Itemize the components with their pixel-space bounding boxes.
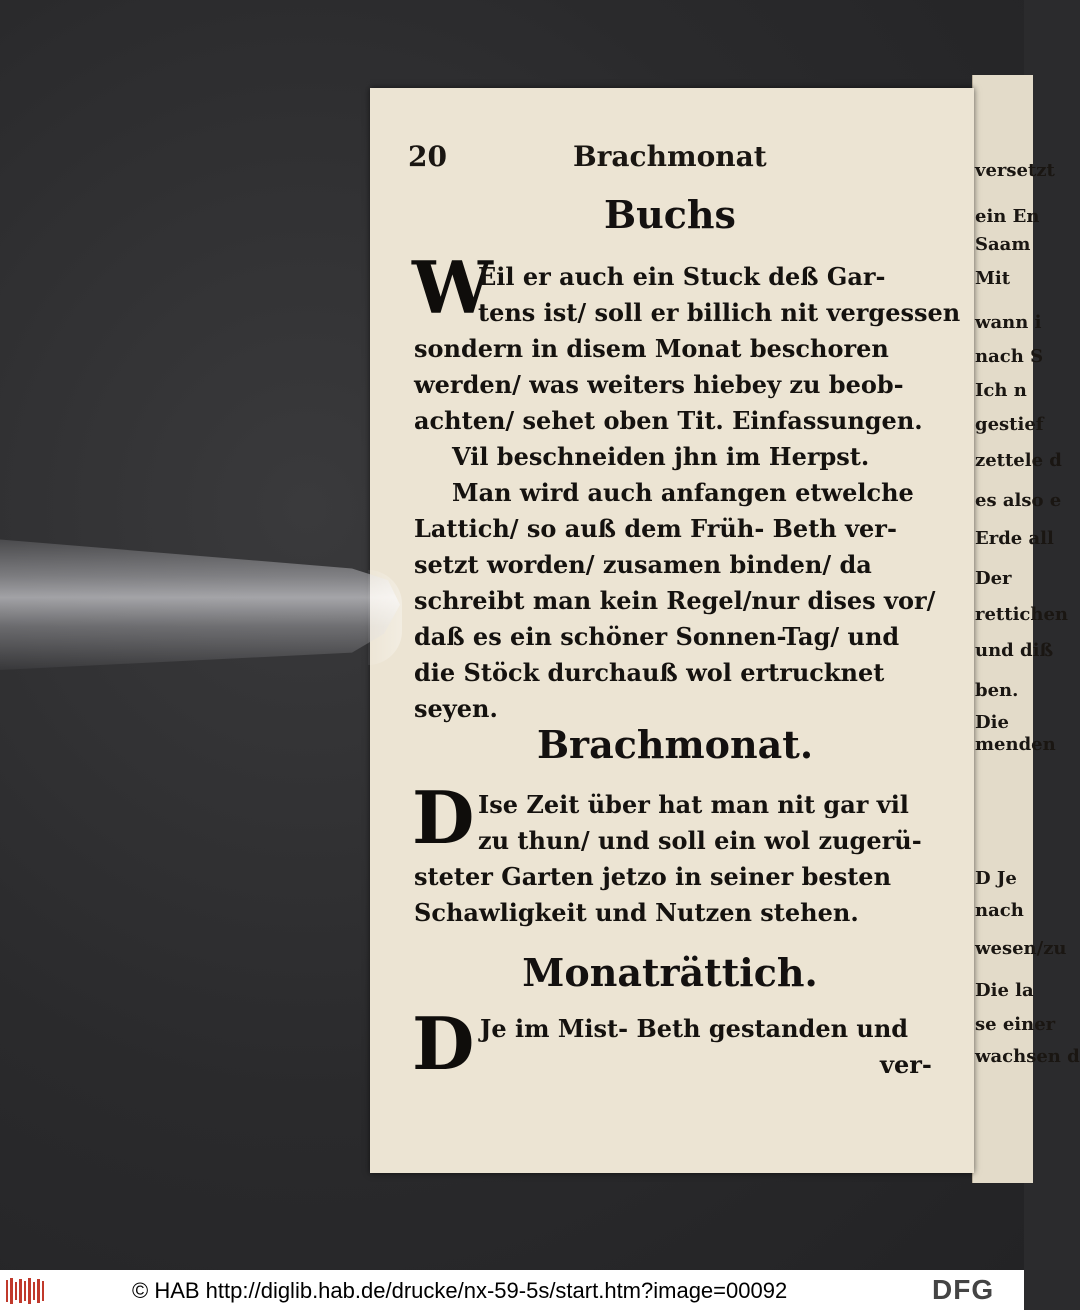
facing-page-fragment: es also e xyxy=(975,490,1062,511)
text-line: schreibt man kein Regel/nur dises vor/ xyxy=(414,586,936,615)
facing-page-fragment: Die la xyxy=(975,980,1034,1001)
text-line: sondern in disem Monat beschoren xyxy=(414,334,889,363)
barcode-logo-icon xyxy=(6,1276,46,1310)
text-line: setzt worden/ zusamen binden/ da xyxy=(414,550,872,579)
facing-page-fragment: Saam xyxy=(975,234,1031,255)
facing-page-fragment: Der xyxy=(975,568,1012,589)
dropcap-letter: D xyxy=(412,775,475,860)
text-line: zu thun/ und soll ein wol zugerü- xyxy=(478,826,922,855)
facing-page-fragment: versetzt xyxy=(975,160,1055,181)
text-line: Schawligkeit und Nutzen stehen. xyxy=(414,898,859,927)
text-line: Vil beschneiden jhn im Herpst. xyxy=(452,442,870,471)
facing-page-fragment: nach S xyxy=(975,346,1044,367)
facing-page-fragment: zettele d xyxy=(975,450,1062,471)
facing-page-fragment: Erde all xyxy=(975,528,1054,549)
facing-page-fragment: Die xyxy=(975,712,1009,733)
text-line: tens ist/ soll er billich nit vergessen xyxy=(478,298,961,327)
facing-page-fragment: Ich n xyxy=(975,380,1027,401)
facing-page-fragment: ben. xyxy=(975,680,1019,701)
text-line: Ise Zeit über hat man nit gar vil xyxy=(478,790,909,819)
text-line: daß es ein schöner Sonnen-Tag/ und xyxy=(414,622,900,651)
text-line: die Stöck durchauß wol ertrucknet xyxy=(414,658,885,687)
section-heading: Monaträttich. xyxy=(522,950,818,995)
text-line: Lattich/ so auß dem Früh- Beth ver- xyxy=(414,514,897,543)
page-number: 20 xyxy=(408,140,447,173)
text-line: Je im Mist- Beth gestanden und xyxy=(480,1014,909,1043)
facing-page-fragment: wesen/zu xyxy=(975,938,1067,959)
facing-page-fragment: ein En xyxy=(975,206,1040,227)
text-line: seyen. xyxy=(414,694,498,723)
facing-page-fragment: Mit xyxy=(975,268,1011,289)
section-heading: Buchs xyxy=(604,192,736,237)
facing-page-fragment: nach xyxy=(975,900,1024,921)
text-line: steter Garten jetzo in seiner besten xyxy=(414,862,892,891)
text-line: Man wird auch anfangen etwelche xyxy=(452,478,914,507)
facing-page-fragment: gestief xyxy=(975,414,1044,435)
text-line: achten/ sehet oben Tit. Einfassungen. xyxy=(414,406,923,435)
dropcap-letter: W xyxy=(412,245,493,330)
facing-page-fragment: und diß xyxy=(975,640,1054,661)
facing-page-fragment: rettichen xyxy=(975,604,1068,625)
facing-page-fragment: wachsen d xyxy=(975,1046,1080,1067)
section-heading: Brachmonat. xyxy=(536,722,814,767)
running-head: Brachmonat xyxy=(573,140,767,173)
dfg-logo: DFG xyxy=(932,1274,995,1305)
facing-page-fragment: menden xyxy=(975,734,1056,755)
text-line: Eil er auch ein Stuck deß Gar- xyxy=(478,262,886,291)
dropcap-letter: D xyxy=(412,1001,475,1086)
facing-page-fragment: wann i xyxy=(975,312,1042,333)
text-line: ver- xyxy=(880,1050,932,1079)
facing-page-fragment: D Je xyxy=(975,868,1017,889)
facing-page-fragment: se einer xyxy=(975,1014,1056,1035)
text-line: werden/ was weiters hiebey zu beob- xyxy=(414,370,904,399)
copyright-link[interactable]: © HAB http://diglib.hab.de/drucke/nx-59-5s/start.htm?image=00092 xyxy=(132,1278,788,1303)
